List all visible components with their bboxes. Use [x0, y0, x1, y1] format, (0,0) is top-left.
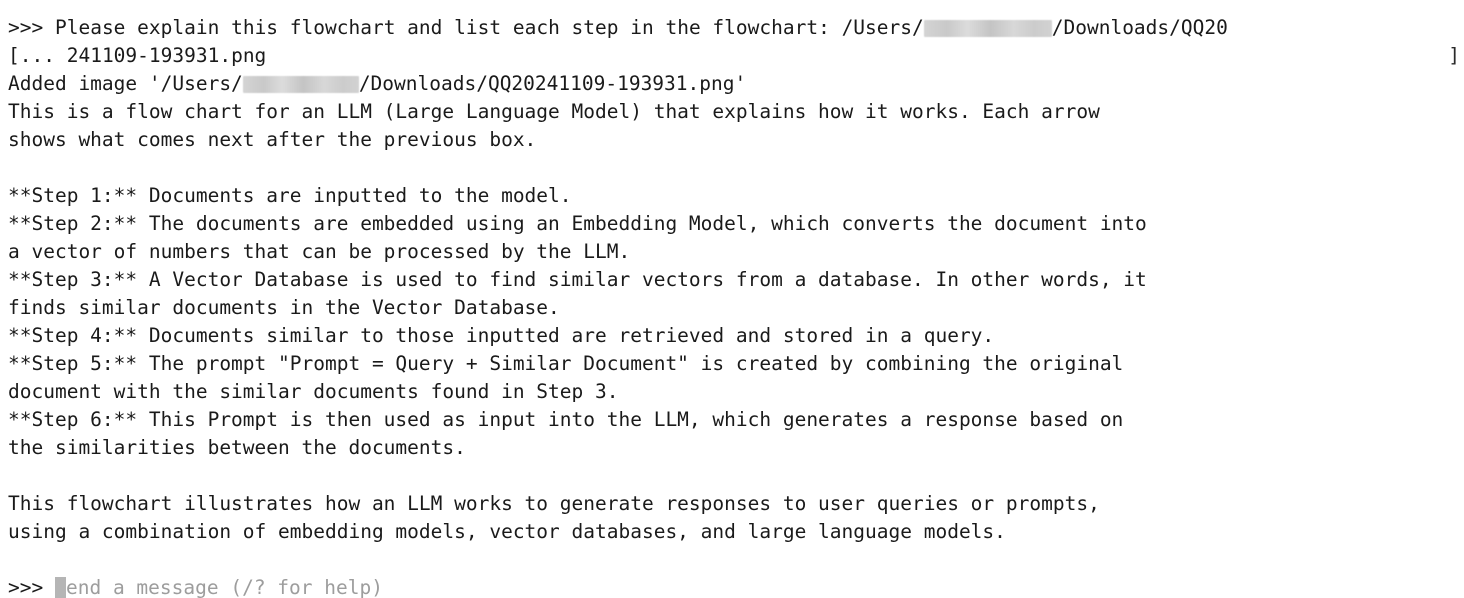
response-blank-line — [8, 462, 1456, 490]
prompt-continuation-line — [8, 42, 1460, 70]
response-line: a vector of numbers that can be processed by the LLM. — [8, 240, 631, 263]
added-image-prefix: Added image '/Users/ — [8, 72, 243, 95]
continuation-symbol: [... — [8, 44, 55, 67]
response-line: This is a flow chart for an LLM (Large Language Model) that explains how it works. Each arrow — [8, 100, 1100, 123]
added-image-suffix: /Downloads/QQ20241109-193931.png' — [358, 72, 747, 95]
text-cursor — [55, 577, 66, 598]
response-line: using a combination of embedding models, vector databases, and large language models. — [8, 520, 1006, 543]
response-line: This flowchart illustrates how an LLM works to generate responses to user queries or prompts, — [8, 492, 1100, 515]
response-line: **Step 6:** This Prompt is then used as input into the LLM, which generates a response based on — [8, 408, 1124, 431]
user-command-tail: /Downloads/QQ20 — [1051, 16, 1228, 39]
input-space — [43, 576, 55, 598]
response-line: **Step 3:** A Vector Database is used to find similar vectors from a database. In other words, it — [8, 268, 1147, 291]
spacer-line — [8, 546, 1456, 574]
response-line: the similarities between the documents. — [8, 436, 466, 459]
input-placeholder[interactable]: end a message (/? for help) — [65, 576, 383, 598]
response-line: document with the similar documents found in Step 3. — [8, 380, 619, 403]
response-line: **Step 4:** Documents similar to those inputted are retrieved and stored in a query. — [8, 324, 995, 347]
response-line: shows what comes next after the previous box. — [8, 128, 537, 151]
user-command-text: Please explain this flowchart and list each step in the flowchart: /Users/ — [54, 16, 924, 39]
continuation-text: 241109-193931.png — [66, 44, 267, 67]
response-line: **Step 2:** The documents are embedded using an Embedding Model, which converts the document into — [8, 212, 1147, 235]
continuation-space — [55, 44, 67, 67]
scrolled-off-line — [8, 2, 1456, 14]
added-image-line — [8, 70, 1456, 98]
response-line: finds similar documents in the Vector Database. — [8, 296, 560, 319]
redacted-username — [924, 20, 1052, 37]
right-bracket: ] — [1448, 44, 1460, 67]
response-line: **Step 5:** The prompt "Prompt = Query + Similar Document" is created by combining the original — [8, 352, 1124, 375]
input-line[interactable] — [8, 574, 1456, 598]
prompt-space — [43, 16, 55, 39]
response-line: **Step 1:** Documents are inputted to the model. — [8, 184, 572, 207]
prompt-symbol: >>> — [8, 576, 44, 598]
response-blank-line — [8, 154, 1456, 182]
redacted-username-2 — [243, 76, 359, 93]
prompt-symbol: >>> — [8, 16, 44, 39]
user-prompt-line — [8, 14, 1456, 42]
